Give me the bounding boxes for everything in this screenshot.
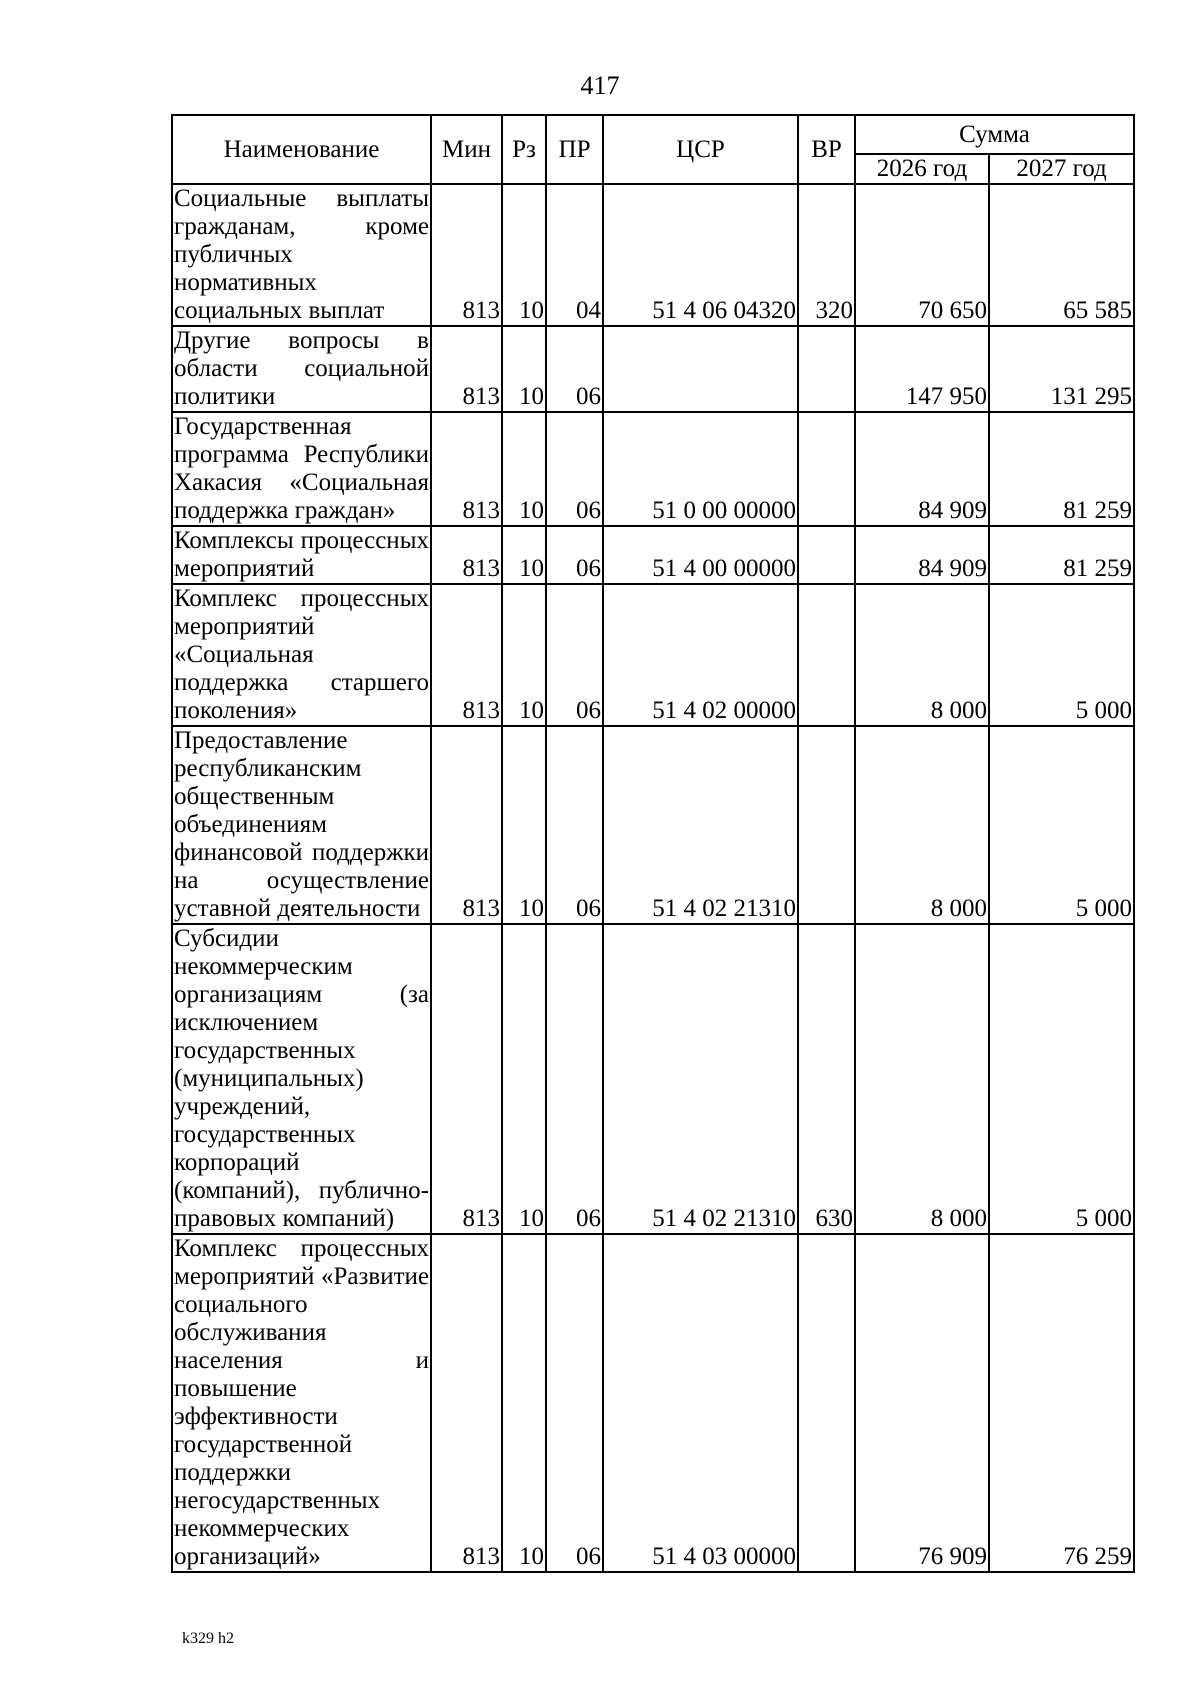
cell-vr: 630 <box>798 924 855 1234</box>
budget-table <box>171 114 1135 1573</box>
cell-vr <box>798 726 855 924</box>
cell-2027: 81 259 <box>989 412 1134 526</box>
cell-2026: 147 950 <box>855 326 989 412</box>
header-pr: ПР <box>546 115 603 184</box>
cell-pr: 04 <box>546 184 603 326</box>
cell-min: 813 <box>431 412 502 526</box>
cell-name: Комплексы процессных мероприятий <box>174 527 429 582</box>
table-row <box>172 326 1134 412</box>
header-vr: ВР <box>798 115 855 184</box>
table-row <box>172 726 1134 924</box>
cell-name: Предоставление республиканским общественным объединениям финансовой поддержки на осуществление уставной деятельности <box>174 727 429 922</box>
header-csr: ЦСР <box>603 115 798 184</box>
cell-2026: 8 000 <box>855 726 989 924</box>
cell-2026: 76 909 <box>855 1234 989 1572</box>
cell-rz: 10 <box>502 326 546 412</box>
header-year-2027: 2027 год <box>989 154 1134 184</box>
cell-2027: 5 000 <box>989 924 1134 1234</box>
cell-pr: 06 <box>546 1234 603 1572</box>
cell-rz: 10 <box>502 1234 546 1572</box>
cell-vr <box>798 326 855 412</box>
table-row <box>172 1234 1134 1572</box>
cell-csr <box>603 326 798 412</box>
cell-vr <box>798 1234 855 1572</box>
cell-2027: 5 000 <box>989 726 1134 924</box>
cell-min: 813 <box>431 726 502 924</box>
cell-name: Субсидии некоммерческим организациям (за исключением государственных (муниципальных) учреждений, государственных корпораций (компаний), публично-правовых компаний) <box>174 925 429 1232</box>
cell-2027: 76 259 <box>989 1234 1134 1572</box>
cell-rz: 10 <box>502 526 546 584</box>
cell-min: 813 <box>431 924 502 1234</box>
cell-pr: 06 <box>546 726 603 924</box>
footer-code: k329 h2 <box>182 1630 234 1647</box>
cell-vr <box>798 412 855 526</box>
cell-rz: 10 <box>502 584 546 726</box>
header-year-2026: 2026 год <box>855 154 989 184</box>
cell-csr: 51 4 06 04320 <box>603 184 798 326</box>
cell-min: 813 <box>431 184 502 326</box>
cell-vr: 320 <box>798 184 855 326</box>
cell-2026: 70 650 <box>855 184 989 326</box>
header-name: Наименование <box>172 115 431 184</box>
cell-pr: 06 <box>546 584 603 726</box>
cell-csr: 51 4 00 00000 <box>603 526 798 584</box>
cell-csr: 51 4 02 00000 <box>603 584 798 726</box>
cell-name: Социальные выплаты гражданам, кроме публичных нормативных социальных выплат <box>174 185 429 324</box>
cell-min: 813 <box>431 1234 502 1572</box>
cell-min: 813 <box>431 326 502 412</box>
cell-pr: 06 <box>546 924 603 1234</box>
cell-2027: 81 259 <box>989 526 1134 584</box>
cell-2026: 8 000 <box>855 924 989 1234</box>
cell-name: Другие вопросы в области социальной политики <box>174 327 429 410</box>
cell-vr <box>798 526 855 584</box>
cell-2027: 131 295 <box>989 326 1134 412</box>
header-rz: Рз <box>502 115 546 184</box>
header-min: Мин <box>431 115 502 184</box>
cell-pr: 06 <box>546 526 603 584</box>
table-row <box>172 184 1134 326</box>
cell-min: 813 <box>431 584 502 726</box>
cell-csr: 51 4 02 21310 <box>603 924 798 1234</box>
cell-rz: 10 <box>502 184 546 326</box>
cell-csr: 51 4 03 00000 <box>603 1234 798 1572</box>
cell-name: Комплекс процессных мероприятий «Развитие социального обслуживания населения и повышение эффективности государственной поддержки негосударственных некоммерческих организаций» <box>174 1235 429 1570</box>
cell-2026: 84 909 <box>855 526 989 584</box>
table-row <box>172 924 1134 1234</box>
cell-2027: 5 000 <box>989 584 1134 726</box>
cell-rz: 10 <box>502 412 546 526</box>
table-body <box>172 184 1134 1572</box>
header-sum: Сумма <box>855 115 1134 154</box>
cell-min: 813 <box>431 526 502 584</box>
cell-vr <box>798 584 855 726</box>
cell-2027: 65 585 <box>989 184 1134 326</box>
table-row <box>172 584 1134 726</box>
cell-2026: 8 000 <box>855 584 989 726</box>
cell-name: Комплекс процессных мероприятий «Социальная поддержка старшего поколения» <box>174 585 429 724</box>
cell-rz: 10 <box>502 726 546 924</box>
table-row <box>172 412 1134 526</box>
cell-name: Государственная программа Республики Хакасия «Социальная поддержка граждан» <box>174 413 429 524</box>
cell-pr: 06 <box>546 326 603 412</box>
page-number: 417 <box>580 71 620 100</box>
table-row <box>172 526 1134 584</box>
cell-rz: 10 <box>502 924 546 1234</box>
cell-2026: 84 909 <box>855 412 989 526</box>
cell-csr: 51 4 02 21310 <box>603 726 798 924</box>
cell-csr: 51 0 00 00000 <box>603 412 798 526</box>
cell-pr: 06 <box>546 412 603 526</box>
